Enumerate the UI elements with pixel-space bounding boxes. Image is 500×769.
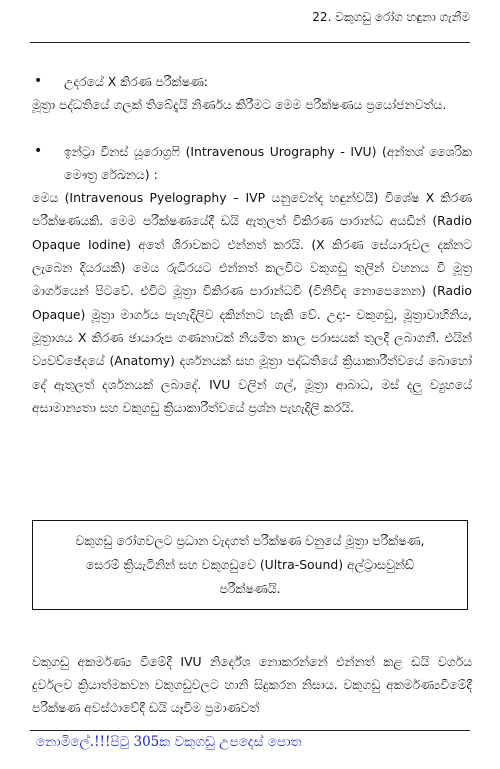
section-body: මූත්‍රා පද්ධතියේ ගලක් තිබේදැයි නිර්ණය කිරීමට මෙම පරීක්ෂණය ප්‍රයෝජනවත්ය. [32, 97, 447, 113]
section-title: උදරයේ X කිරණ පරීක්ෂණ: [64, 74, 208, 89]
running-header-title: 22. වකුගඩු රෝග හඳුනා ගැනීම [312, 10, 470, 24]
footer-promo: නොමිලේ.!!!පිටු 305ක වකුගඩු උපදෙස් පොත [36, 734, 302, 750]
section-abdominal-xray [32, 70, 472, 93]
bullet-icon: • [34, 142, 43, 159]
header-divider [30, 42, 470, 43]
spacer [32, 117, 472, 140]
callout-text: වකුගඩු රෝගවලට ප්‍රධාන වැදගත් පරීක්ෂණ වනුයේ මූත්‍රා පරීක්ෂණ, සෙරම් ක්‍රියැටිනින් සහ වකුගඩුවෙ (Ultra-Sound) අල්ට්‍රාසවුන්ඩ් පරීක්ෂණයි. [75, 533, 425, 596]
key-tests-callout-box [32, 520, 468, 610]
section-ivu [32, 140, 472, 187]
section-body: මෙය (Intravenous Pyelography – IVP යනුවෙන්ද හඳුන්වයි) විශේෂ X කිරණ පරීක්ෂණයකි. මෙම පරීක්ෂණයේදී ඩයි ඇතුලත් විකිරණ පාරාන්ධ අයඩීන් (Radio Opaque Iodine) අතේ ශිරාවකට එන්නත් කරයි. (X කිරණ සේයාරුවල දක්නට ලැබෙන දියරයකි) මෙය රුධිරයට එන්නත් කලවිට වකුගඩු තුලින් වහනය වී මූත්‍ර මාර්ගයෙන් පිටවේ. එවිට මූත්‍රා විකිරණ පාරාන්ධවී (විනිවිද නොපෙනෙන) (Radio Opaque) මූත්‍රා මාර්ගය පැහැදිලිව දකින්නට හැකි වේ. උදා:- වකුගඩු, මූත්‍රාවාහිනිය, මූත්‍රාශය X කිරණ ඡායාරූප ගණනාවක් නියමිත කාල පරාසයක් තුලදී ලබාගනී. එයින් ව්‍යවච්ඡේදයේ (Anatomy) දර්ශනයක් සහ මූත්‍රා පද්ධතියේ ක්‍රියාකාරීත්වයේ බොහෝ දේ ඇතුලත් දර්ශනයක් ලබාදේ. IVU වලින් ගල්, මූත්‍රා ආබාධ, මස් දලු ව්‍යුහයේ අසාමාන්‍යතා සහ වකුගඩු ක්‍රියාකාරීත්වයේ ප්‍රශ්න පැහැදිලි කරයි. [32, 190, 472, 415]
bullet-icon: • [34, 73, 43, 89]
footer-divider [30, 730, 470, 731]
main-content [32, 70, 472, 419]
section-title: ඉන්ට්‍රා වීනස් යූරොග්‍රෆි (Intravenous Urography - IVU) (අන්තශ් ශෛරික මෞත්‍ර රේඛනය) : [64, 143, 472, 182]
closing-paragraph: වකුගඩු අකර්මණ්‍ය වීමේදී IVU නිර්දේශ නොකරන්නේ එන්නත් කළ ඩයි වර්ගය දුර්වලව ක්‍රියාත්මකවන වකුගඩුවලට හානි සිදුකරන නිසාය. වකුගඩු අකර්මණ්‍යවීමේදී පරීක්ෂණ අවස්ථාවේදී ඩයි යෑවීම ප්‍රමාණවත් [32, 654, 472, 715]
